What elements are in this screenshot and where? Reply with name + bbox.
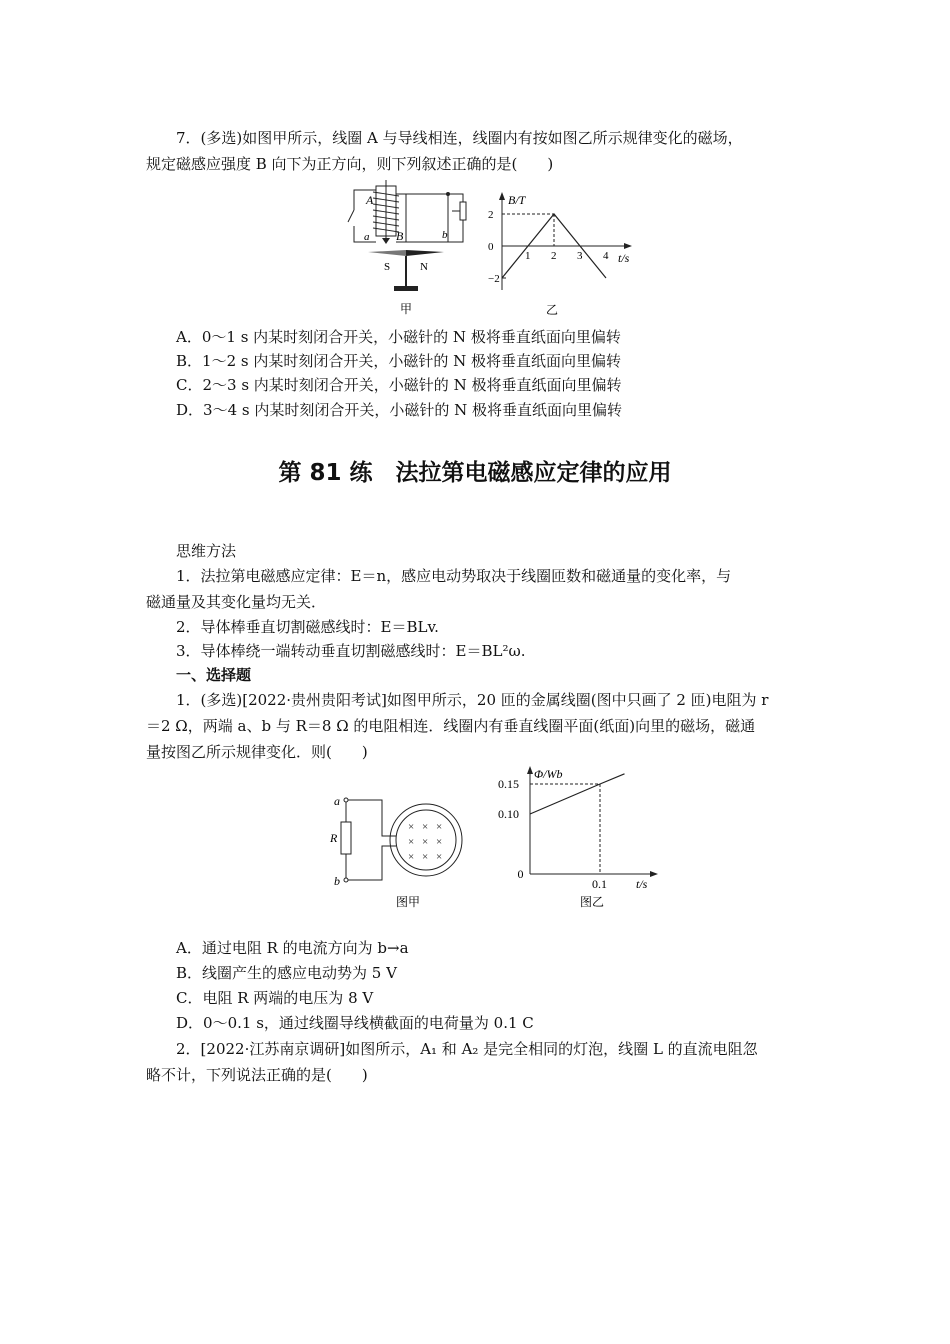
q7-node-b: b xyxy=(442,229,448,241)
method-2: 2．导体棒垂直切割磁感线时：E＝BLv. xyxy=(176,618,439,636)
q7-figure-yi xyxy=(486,190,636,318)
q7-figure-jia xyxy=(340,178,490,318)
q7-south-label: S xyxy=(384,261,391,273)
q1-caption-yi: 图乙 xyxy=(580,895,605,909)
q1-node-a: a xyxy=(334,794,340,808)
q1-option-c[interactable]: C．电阻 R 两端的电压为 8 V xyxy=(176,989,374,1007)
q1-figure-yi xyxy=(494,762,664,916)
q7-option-c[interactable]: C．2～3 s 内某时刻闭合开关，小磁针的 N 极将垂直纸面向里偏转 xyxy=(176,376,622,394)
q7-y-tick-label: 2 xyxy=(488,209,494,221)
q7-caption-yi: 乙 xyxy=(546,303,559,317)
q7-caption-jia: 甲 xyxy=(400,302,413,316)
method-heading: 思维方法 xyxy=(176,542,237,560)
q7-core-label: B xyxy=(396,229,404,243)
q7-y-tick-label: 0 xyxy=(488,241,494,253)
q7-coil-label: A xyxy=(366,193,374,207)
q1-caption-jia: 图甲 xyxy=(396,895,421,909)
svg-text:×: × xyxy=(436,821,443,833)
q7-option-a[interactable]: A．0～1 s 内某时刻闭合开关，小磁针的 N 极将垂直纸面向里偏转 xyxy=(176,328,621,346)
q1-y-tick-label: 0 xyxy=(517,867,524,881)
q7-line2: 规定磁感应强度 B 向下为正方向，则下列叙述正确的是( ) xyxy=(146,155,554,173)
svg-text:×: × xyxy=(408,851,415,863)
q7-ylabel: B/T xyxy=(508,193,526,207)
svg-text:×: × xyxy=(422,836,429,848)
section-title: 第 81 练 法拉第电磁感应定律的应用 xyxy=(278,460,672,486)
q2-line2: 略不计，下列说法正确的是( ) xyxy=(146,1066,368,1084)
q1-option-d[interactable]: D．0～0.1 s，通过线圈导线横截面的电荷量为 0.1 C xyxy=(176,1014,534,1032)
q1-line3: 量按图乙所示规律变化．则( ) xyxy=(146,743,368,761)
q7-option-b[interactable]: B．1～2 s 内某时刻闭合开关，小磁针的 N 极将垂直纸面向里偏转 xyxy=(176,352,622,370)
q1-xlabel: t/s xyxy=(636,877,648,891)
method-1-line2: 磁通量及其变化量均无关． xyxy=(146,593,327,611)
q7-north-label: N xyxy=(420,261,428,273)
q1-line1: 1．(多选)[2022·贵州贵阳考试]如图甲所示，20 匝的金属线圈(图中只画了 2 匝)电阻为 r xyxy=(176,691,769,709)
q7-x-tick-label: 1 xyxy=(525,250,531,262)
part-heading: 一、选择题 xyxy=(176,666,252,684)
q7-node-a: a xyxy=(364,231,370,243)
q1-line2: ＝2 Ω，两端 a、b 与 R＝8 Ω 的电阻相连．线圈内有垂直线圈平面(纸面)向里的磁场，磁通 xyxy=(146,717,756,735)
q1-option-b[interactable]: B．线圈产生的感应电动势为 5 V xyxy=(176,964,397,982)
q1-resistor-label: R xyxy=(330,831,338,845)
q1-option-a[interactable]: A．通过电阻 R 的电流方向为 b→a xyxy=(176,939,409,957)
svg-text:×: × xyxy=(436,836,443,848)
q7-line1: 7．(多选)如图甲所示，线圈 A 与导线相连，线圈内有按如图乙所示规律变化的磁场， xyxy=(176,129,743,147)
q1-y-tick-label: 0.15 xyxy=(498,777,519,791)
svg-text:×: × xyxy=(408,836,415,848)
svg-text:×: × xyxy=(422,851,429,863)
q1-figure-jia xyxy=(326,790,476,916)
svg-text:×: × xyxy=(408,821,415,833)
q1-x-tick-label: 0.1 xyxy=(592,877,607,891)
q1-ylabel: Φ/Wb xyxy=(534,767,563,781)
q7-xlabel: t/s xyxy=(618,251,630,265)
q2-line1: 2．[2022·江苏南京调研]如图所示，A₁ 和 A₂ 是完全相同的灯泡，线圈 L 的直流电阻忽 xyxy=(176,1040,758,1058)
svg-text:×: × xyxy=(436,851,443,863)
q1-node-b: b xyxy=(334,874,340,888)
q7-x-tick-label: 4 xyxy=(603,250,609,262)
q7-y-tick-label: −2 xyxy=(488,273,500,285)
q7-x-tick-label: 2 xyxy=(551,250,557,262)
method-3: 3．导体棒绕一端转动垂直切割磁感线时：E＝BL²ω. xyxy=(176,642,526,660)
q1-y-tick-label: 0.10 xyxy=(498,807,519,821)
svg-text:×: × xyxy=(422,821,429,833)
q7-option-d[interactable]: D．3～4 s 内某时刻闭合开关，小磁针的 N 极将垂直纸面向里偏转 xyxy=(176,401,623,419)
q7-x-tick-label: 3 xyxy=(577,250,583,262)
method-1-line1: 1．法拉第电磁感应定律：E＝n，感应电动势取决于线圈匝数和磁通量的变化率，与 xyxy=(176,567,732,585)
